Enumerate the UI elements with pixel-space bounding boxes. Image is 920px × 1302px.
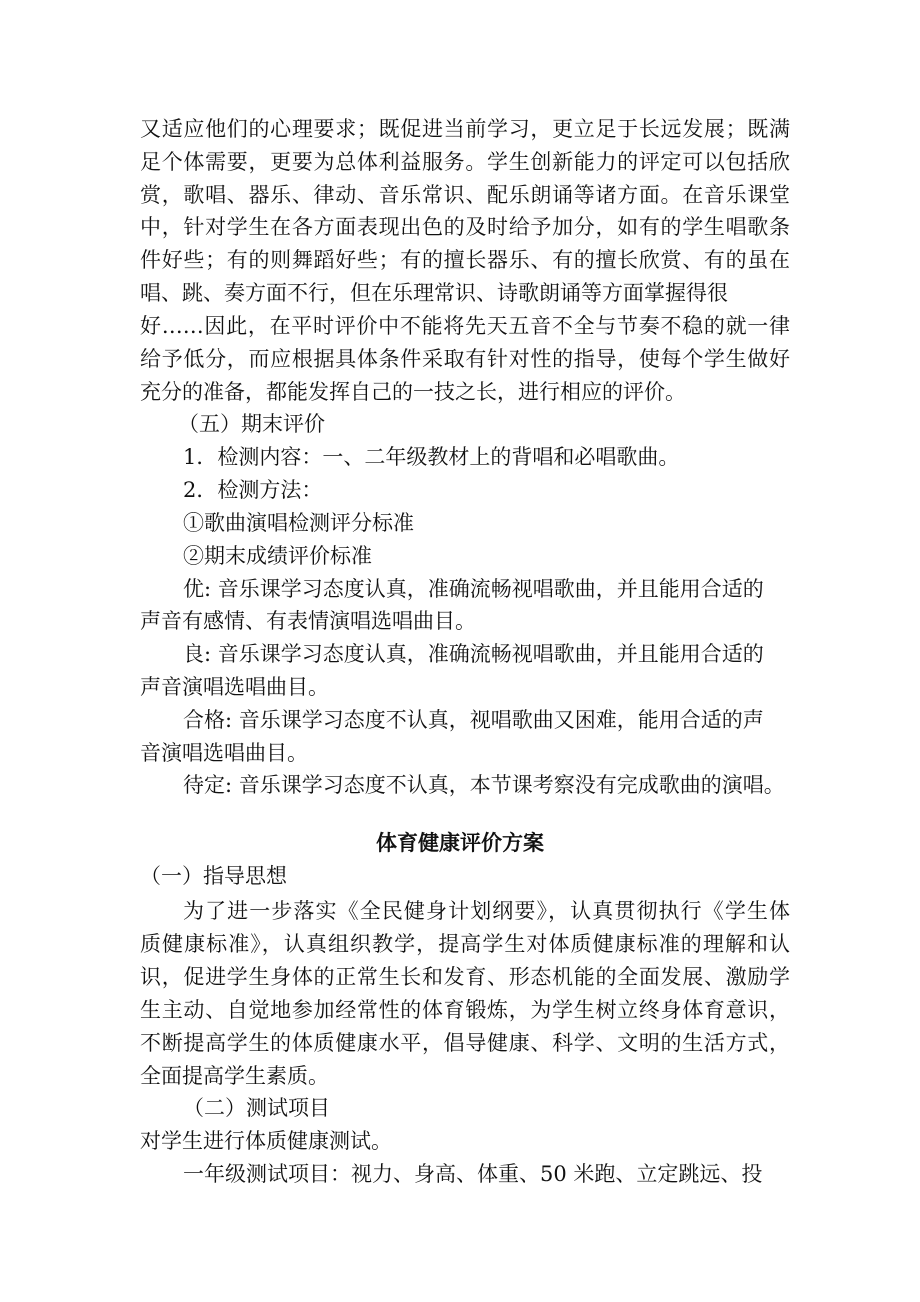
paragraph-line: 音演唱选唱曲目。: [140, 741, 308, 765]
paragraph-line: 一年级测试项目：视力、身高、体重、50 米跑、立定跳远、投: [183, 1162, 763, 1186]
paragraph-line: 足个体需要，更要为总体利益服务。学生创新能力的评定可以包括欣: [140, 150, 790, 174]
paragraph-line: 中，针对学生在各方面表现出色的及时给予加分，如有的学生唱歌条: [140, 215, 790, 239]
paragraph-line: 识，促进学生身体的正常生长和发育、形态机能的全面发展、激励学: [140, 965, 790, 989]
paragraph-line: 生主动、自觉地参加经常性的体育锻炼，为学生树立终身体育意识，: [140, 998, 790, 1022]
paragraph-line: 声音演唱选唱曲目。: [140, 675, 329, 699]
grade-good-line: 良: 音乐课学习态度认真，准确流畅视唱歌曲，并且能用合适的: [183, 642, 764, 666]
paragraph-line: 质健康标准》，认真组织教学，提高学生对体质健康标准的理解和认: [140, 932, 790, 956]
paragraph-line: 不断提高学生的体质健康水平，倡导健康、科学、文明的生活方式，: [140, 1031, 790, 1055]
list-item: 2．检测方法：: [183, 478, 323, 502]
paragraph-line: 对学生进行体质健康测试。: [140, 1129, 392, 1153]
paragraph-line: 充分的准备，都能发挥自己的一技之长，进行相应的评价。: [140, 380, 686, 404]
grade-excellent-line: 优: 音乐课学习态度认真，准确流畅视唱歌曲，并且能用合适的: [183, 577, 764, 601]
section-heading-test-items: （二）测试项目: [183, 1096, 330, 1120]
list-item: ②期末成绩评价标准: [183, 544, 372, 568]
paragraph-line: 给予低分，而应根据具体条件采取有针对性的指导，使每个学生做好: [140, 347, 790, 371]
section-heading-guiding-idea: （一）指导思想: [140, 864, 287, 888]
grade-pass-line: 合格: 音乐课学习态度不认真，视唱歌曲又困难，能用合适的声: [183, 708, 764, 732]
paragraph-line: 件好些；有的则舞蹈好些；有的擅长器乐、有的擅长欣赏、有的虽在: [140, 248, 790, 272]
section-heading-final-evaluation: （五）期末评价: [178, 412, 325, 436]
paragraph-line: 好……因此，在平时评价中不能将先天五音不全与节奏不稳的就一律: [140, 314, 790, 338]
grade-pending-line: 待定: 音乐课学习态度不认真，本节课考察没有完成歌曲的演唱。: [183, 773, 785, 797]
section-title: 体育健康评价方案: [376, 831, 544, 855]
paragraph-line: 全面提高学生素质。: [140, 1064, 329, 1088]
paragraph-line: 又适应他们的心理要求；既促进当前学习，更立足于长远发展；既满: [140, 117, 790, 141]
paragraph-line: 赏，歌唱、器乐、律动、音乐常识、配乐朗诵等诸方面。在音乐课堂: [140, 183, 790, 207]
list-item: ①歌曲演唱检测评分标准: [183, 511, 414, 535]
list-item: 1．检测内容：一、二年级教材上的背唱和必唱歌曲。: [183, 445, 680, 469]
paragraph-line: 唱、跳、奏方面不行，但在乐理常识、诗歌朗诵等方面掌握得很: [140, 281, 728, 305]
paragraph-line: 声音有感情、有表情演唱选唱曲目。: [140, 609, 476, 633]
paragraph-line: 为了进一步落实《全民健身计划纲要》，认真贯彻执行《学生体: [183, 899, 790, 923]
